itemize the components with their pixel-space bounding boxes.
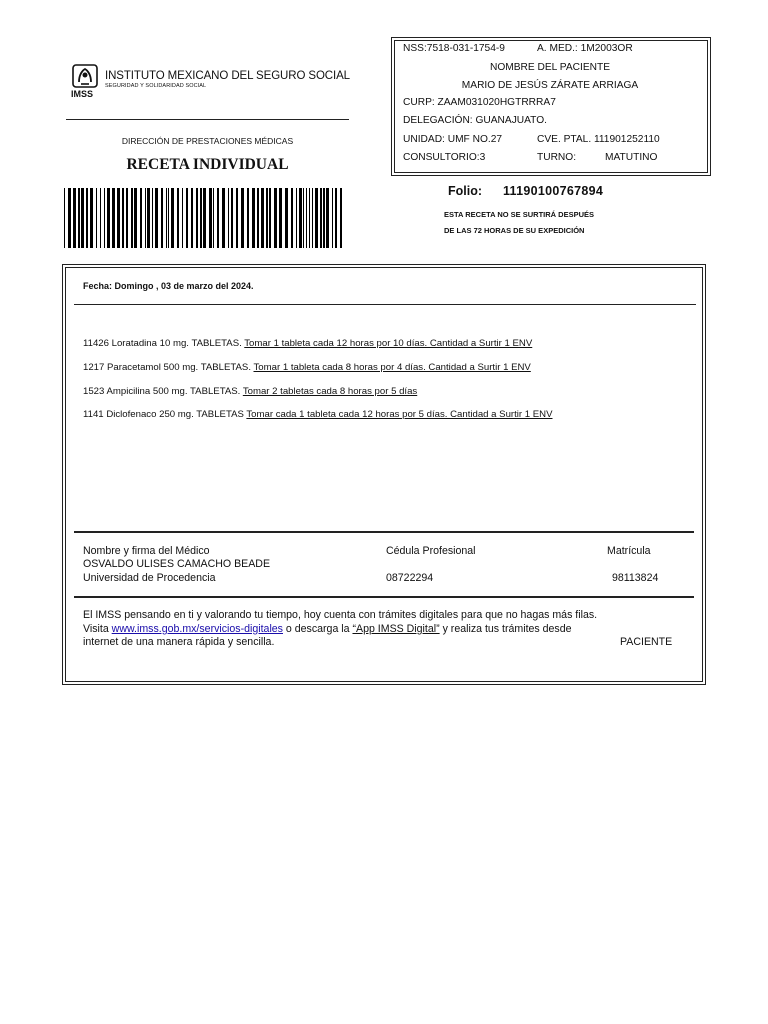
header-divider: [66, 119, 349, 120]
matricula-label: Matrícula: [607, 545, 651, 557]
matricula-value: 98113824: [612, 572, 659, 584]
medication-item: 1141 Diclofenaco 250 mg. TABLETAS Tomar cada 1 tableta cada 12 horas por 5 días. Cantidad a Surtir 1 ENV: [83, 409, 553, 420]
notice-line-1: ESTA RECETA NO SE SURTIRÁ DESPUÉS: [444, 210, 595, 219]
footer-line-3: internet de una manera rápida y sencilla.: [83, 636, 275, 649]
patient-unidad: UNIDAD: UMF NO.27: [403, 134, 503, 145]
folio-value: 11190100767894: [503, 184, 604, 198]
notice-line-2: DE LAS 72 HORAS DE SU EXPEDICIÓN: [444, 226, 585, 235]
medication-item: 11426 Loratadina 10 mg. TABLETAS. Tomar 1 tableta cada 12 horas por 10 días. Cantidad a Surtir 1 ENV: [83, 338, 533, 349]
institution-subtitle: SEGURIDAD Y SOLIDARIDAD SOCIAL: [105, 83, 207, 89]
folio-label: Folio:: [448, 184, 483, 198]
patient-delegacion: DELEGACIÓN: GUANAJUATO.: [403, 115, 547, 126]
signature-divider-top: [74, 531, 694, 533]
signature-divider-bottom: [74, 596, 694, 598]
footer-line-1: El IMSS pensando en ti y valorando tu tiempo, hoy cuenta con trámites digitales para que no hagas más filas.: [83, 609, 598, 621]
digital-services-notice: [83, 609, 683, 650]
page-title: RECETA INDIVIDUAL: [126, 156, 289, 173]
institution-name: INSTITUTO MEXICANO DEL SEGURO SOCIAL: [105, 70, 350, 82]
patient-name: MARIO DE JESÚS ZÁRATE ARRIAGA: [461, 80, 639, 91]
patient-name-label: NOMBRE DEL PACIENTE: [489, 62, 610, 73]
copy-type-label: PACIENTE: [620, 636, 673, 648]
medication-item: 1523 Ampicilina 500 mg. TABLETAS. Tomar 2 tabletas cada 8 horas por 5 días: [83, 386, 418, 397]
patient-a-med: A. MED.: 1M2003OR: [537, 43, 633, 54]
logo-text: IMSS: [71, 89, 94, 98]
patient-turno: MATUTINO: [605, 152, 658, 163]
cedula-label: Cédula Profesional: [386, 545, 476, 557]
app-imss-digital-link[interactable]: “App IMSS Digital”: [352, 622, 440, 635]
digital-services-link[interactable]: www.imss.gob.mx/servicios-digitales: [111, 622, 283, 635]
patient-curp: CURP: ZAAM031020HGTRRRA7: [403, 97, 556, 108]
cedula-value: 08722294: [386, 572, 434, 584]
patient-nss: NSS:7518-031-1754-9: [403, 43, 505, 54]
prescription-date: Fecha: Domingo , 03 de marzo del 2024.: [83, 281, 254, 291]
medication-item: 1217 Paracetamol 500 mg. TABLETAS. Tomar 1 tableta cada 8 horas por 4 días. Cantidad a Surtir 1 ENV: [83, 362, 531, 373]
patient-cve-ptal: CVE. PTAL. 111901252110: [537, 134, 660, 145]
imss-logo-icon: [71, 64, 99, 98]
footer-line-2: Visita www.imss.gob.mx/servicios-digitales o descarga la “App IMSS Digital” y realiza tus trámites desde: [83, 622, 572, 635]
direction-label: DIRECCIÓN DE PRESTACIONES MÉDICAS: [121, 136, 294, 146]
barcode: [64, 188, 344, 248]
doctor-name: OSVALDO ULISES CAMACHO BEADE: [83, 558, 271, 570]
university-label: Universidad de Procedencia: [83, 572, 216, 584]
date-divider: [74, 304, 696, 305]
patient-consultorio: CONSULTORIO:3: [403, 152, 486, 163]
doctor-name-label: Nombre y firma del Médico: [83, 545, 210, 557]
patient-turno-label: TURNO:: [537, 152, 577, 163]
